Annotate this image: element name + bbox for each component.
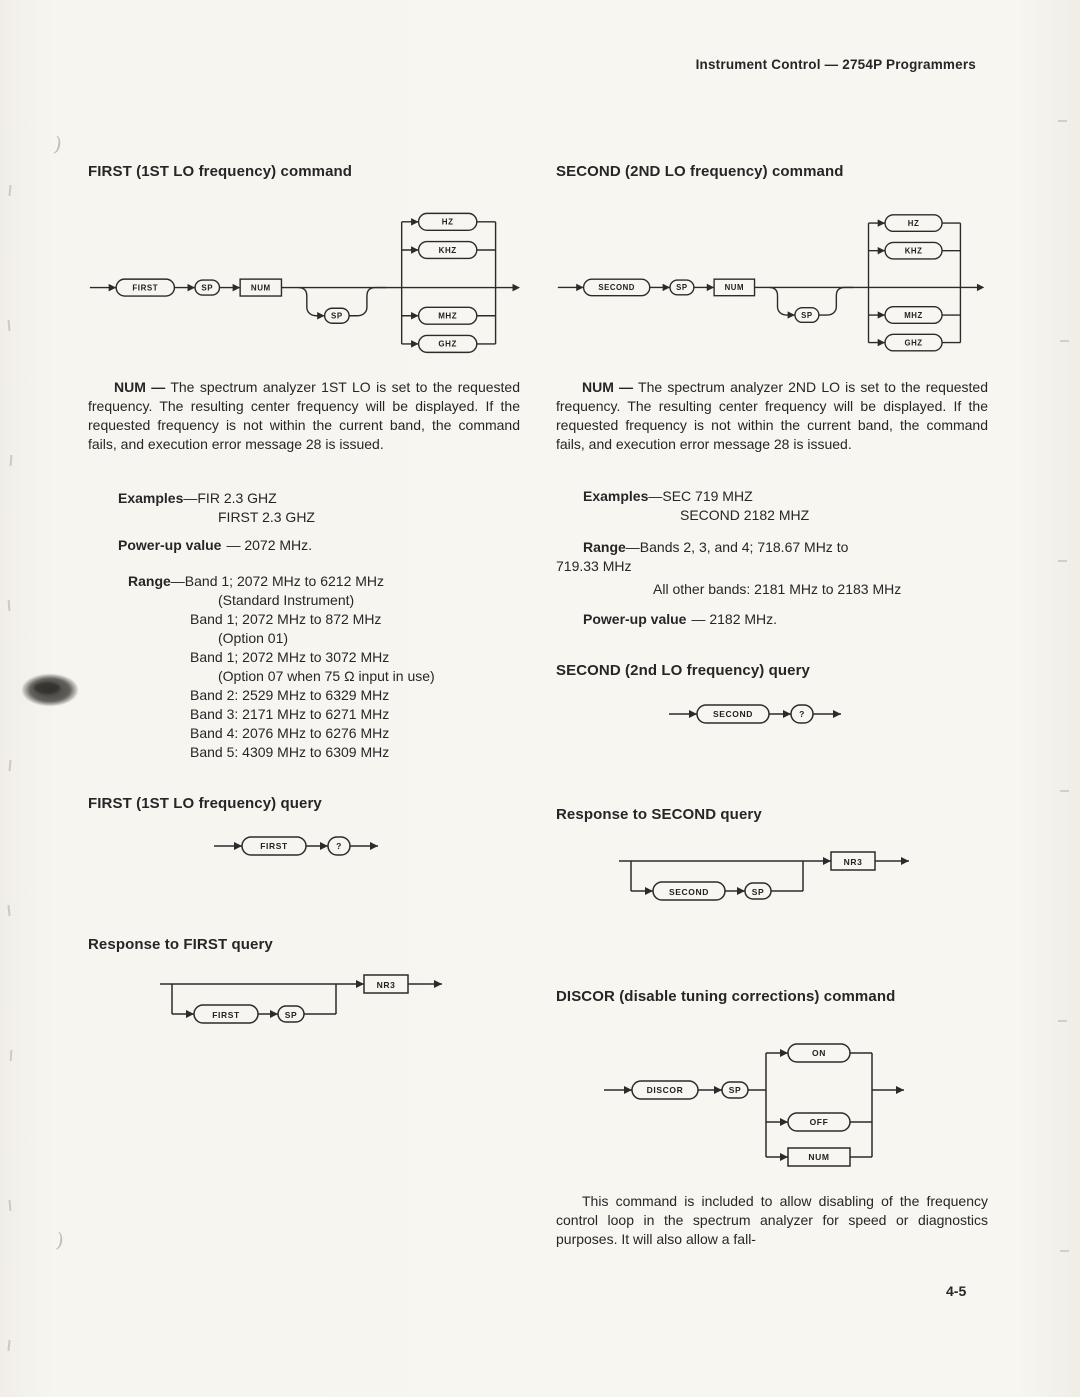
section-title-second-response: Response to SECOND query: [556, 806, 762, 823]
railroad-second-response: [556, 845, 988, 917]
second-command-range: [556, 538, 988, 599]
railroad-second-command: [556, 196, 988, 366]
right-column: [556, 0, 988, 1397]
range-value: All other bands: 2181 MHz to 2183 MHz: [653, 581, 902, 597]
rr-label: MHZ: [438, 311, 458, 321]
section-title-first-query: FIRST (1ST LO frequency) query: [88, 795, 322, 812]
examples-value: —FIR 2.3 GHZ: [183, 490, 277, 506]
rr-label: SP: [330, 311, 343, 321]
rr-label: SECOND: [669, 887, 709, 897]
rr-label: GHZ: [438, 339, 457, 349]
powerup-label: Power-up value: [583, 611, 687, 627]
scan-artifact: [8, 320, 11, 331]
page-header: Instrument Control — 2754P Programmers: [695, 57, 976, 72]
section-title-first-response: Response to FIRST query: [88, 936, 273, 953]
second-command-description: [556, 378, 988, 454]
left-column: [88, 0, 520, 1397]
scan-artifact: [1060, 340, 1069, 342]
scan-artifact: ): [54, 1227, 66, 1253]
range-value: Band 1; 2072 MHz to 872 MHz: [190, 611, 382, 627]
railroad-first-command: [88, 196, 520, 366]
examples-value: —SEC 719 MHZ: [648, 488, 753, 504]
railroad-second-query: [556, 694, 988, 734]
rr-label: ?: [799, 709, 805, 719]
scan-artifact: [7, 905, 10, 916]
section-title-second-query: SECOND (2nd LO frequency) query: [556, 662, 810, 679]
powerup-value: — 2072 MHz.: [226, 537, 313, 553]
scan-artifact: [8, 185, 11, 196]
rr-label: KHZ: [438, 245, 457, 255]
rr-wires: [669, 710, 841, 718]
rr-label: ON: [812, 1048, 826, 1058]
num-text: The spectrum analyzer 2ND LO is set to the requested frequency. The resulting center frequency will be displayed. If the requested frequency is not within the current band, the command fails, and execution error message 28 is issued.: [556, 379, 988, 452]
railroad-discor-command: [556, 1020, 988, 1170]
first-command-examples: [88, 489, 520, 527]
rr-label: SP: [201, 283, 214, 293]
num-text: The spectrum analyzer 1ST LO is set to the requested frequency. The resulting center frequency will be displayed. If the requested frequency is not within the current band, the command fails, and execution error message 28 is issued.: [88, 379, 520, 452]
second-command-powerup: [556, 610, 988, 629]
examples-label: Examples: [583, 488, 649, 504]
powerup-value: — 2182 MHz.: [691, 611, 778, 627]
section-title-first-command: FIRST (1ST LO frequency) command: [88, 163, 353, 180]
rr-label: SP: [284, 1010, 298, 1020]
page-number: 4-5: [946, 1283, 967, 1299]
first-command-range: [88, 572, 520, 762]
scan-artifact: [1058, 1020, 1067, 1022]
scan-artifact: ): [51, 131, 64, 157]
rr-wires: [604, 1049, 904, 1161]
scan-artifact: [10, 455, 13, 466]
rr-label: SECOND: [713, 709, 753, 719]
rr-label: DISCOR: [646, 1085, 684, 1095]
range-value: —Band 1; 2072 MHz to 6212 MHz: [170, 573, 385, 589]
section-title-second-command: SECOND (2ND LO frequency) command: [556, 163, 844, 180]
range-label: Range: [128, 573, 171, 589]
num-label: NUM —: [114, 379, 166, 395]
rr-wires: [214, 842, 378, 850]
scan-artifact: [1060, 1250, 1069, 1252]
scan-artifact: [7, 1340, 10, 1351]
examples-value: FIRST 2.3 GHZ: [218, 509, 315, 525]
range-value: Band 5: 4309 MHz to 6309 MHz: [190, 744, 390, 760]
rr-label: NR3: [843, 857, 863, 867]
rr-label: FIRST: [260, 841, 288, 851]
scan-artifact: [8, 600, 11, 611]
range-value: Band 1; 2072 MHz to 3072 MHz: [190, 649, 390, 665]
range-label: Range: [583, 539, 626, 555]
rr-label: SP: [728, 1085, 742, 1095]
rr-label: KHZ: [904, 246, 923, 256]
railroad-first-query: [96, 826, 528, 866]
railroad-first-response: [92, 968, 524, 1040]
scan-artifact: [1060, 790, 1069, 792]
range-value: (Option 07 when 75 Ω input in use): [218, 668, 435, 684]
rr-label: HZ: [907, 218, 920, 228]
rr-label: HZ: [441, 217, 454, 227]
rr-label: FIRST: [132, 283, 159, 293]
scan-artifact: [1058, 560, 1067, 562]
rr-label: SECOND: [598, 283, 635, 293]
scan-artifact: [34, 682, 60, 694]
rr-label: NR3: [376, 980, 396, 990]
rr-wires: [160, 980, 442, 1018]
rr-label: NUM: [250, 283, 271, 293]
first-command-powerup: [88, 536, 520, 555]
rr-label: SP: [751, 887, 765, 897]
range-value: Band 2: 2529 MHz to 6329 MHz: [190, 687, 390, 703]
rr-label: MHZ: [904, 310, 923, 320]
first-command-description: [88, 378, 520, 454]
rr-label: NUM: [724, 283, 745, 293]
range-value: (Option 01): [218, 630, 289, 646]
scan-artifact: [1058, 120, 1067, 122]
rr-label: ?: [336, 841, 342, 851]
range-value: Band 4: 2076 MHz to 6276 MHz: [190, 725, 390, 741]
rr-label: FIRST: [212, 1010, 240, 1020]
scan-artifact: [10, 1050, 13, 1061]
rr-label: GHZ: [904, 338, 923, 348]
range-value: (Standard Instrument): [218, 592, 355, 608]
section-title-discor: DISCOR (disable tuning corrections) command: [556, 988, 896, 1005]
rr-label: SP: [801, 310, 813, 320]
examples-label: Examples: [118, 490, 184, 506]
scan-artifact: [9, 1200, 12, 1211]
range-value: —Bands 2, 3, and 4; 718.67 MHz to: [625, 539, 849, 555]
rr-label: SP: [676, 283, 688, 293]
powerup-label: Power-up value: [118, 537, 222, 553]
rr-label: NUM: [808, 1152, 830, 1162]
range-value: Band 3: 2171 MHz to 6271 MHz: [190, 706, 390, 722]
range-value: 719.33 MHz: [556, 558, 632, 574]
examples-value: SECOND 2182 MHZ: [680, 507, 810, 523]
num-label: NUM —: [582, 379, 634, 395]
rr-label: OFF: [809, 1117, 829, 1127]
scan-artifact: [9, 760, 12, 771]
second-command-examples: [556, 487, 988, 525]
discor-description: This command is included to allow disabling of the frequency control loop in the spectrum analyzer for speed or diagnostics purposes. It will also allow a fall-: [556, 1193, 988, 1247]
